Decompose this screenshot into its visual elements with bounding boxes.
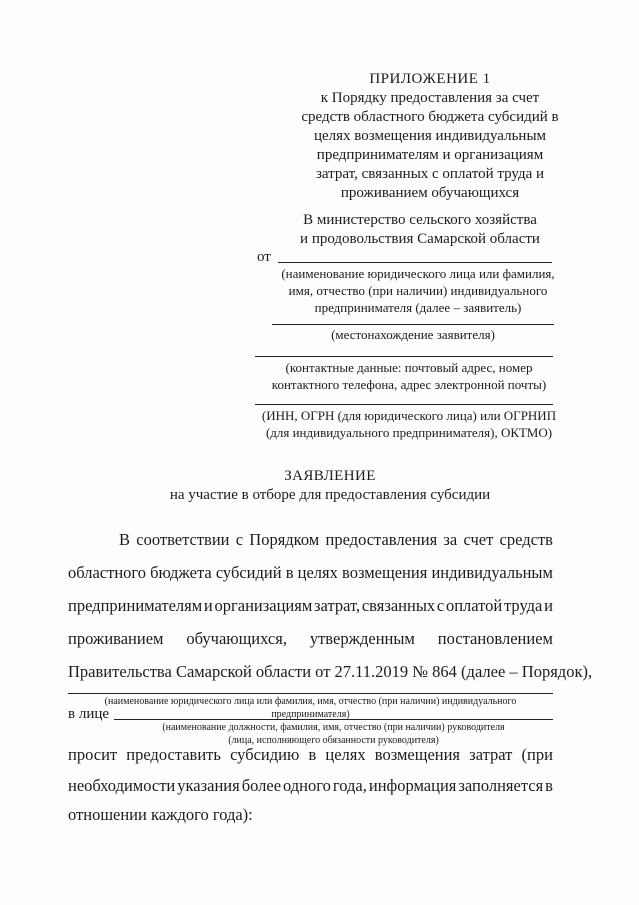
word: в	[545, 776, 553, 795]
ids-caption-2: (для индивидуального предпринимателя), ОКТМО)	[265, 425, 553, 440]
word: года,	[332, 776, 367, 795]
word: предоставить	[126, 745, 221, 764]
word: информация	[368, 776, 457, 795]
position-caption-1: (наименование должности, фамилия, имя, отчество (при наличии) руководителя	[162, 722, 505, 733]
word: более	[241, 776, 282, 795]
position-caption	[114, 721, 553, 747]
appendix-line-1: к Порядку предоставления за счет	[320, 90, 540, 106]
ids-line[interactable]	[255, 404, 553, 405]
name-caption-1: (наименование юридического лица или фамилия, имя, отчество (при наличии) индивидуального	[104, 696, 517, 707]
word: в	[308, 745, 317, 764]
location-caption: (местонахождение заявителя)	[331, 327, 495, 342]
para2-line-2	[68, 776, 553, 796]
contacts-caption	[255, 359, 563, 393]
word: субсидию	[230, 745, 300, 764]
appendix-line-4: предпринимателям и организациям	[316, 147, 544, 163]
applicant-name-line[interactable]	[278, 262, 552, 263]
word: затрат	[469, 745, 513, 764]
ids-caption	[252, 407, 566, 441]
position-caption-2: (лица, исполняющего обязанности руководителя)	[228, 735, 439, 746]
para1-line-4	[68, 629, 553, 649]
word: утвержденным	[309, 629, 415, 648]
word: Порядком	[249, 530, 320, 549]
word: заполняется	[458, 776, 544, 795]
word: за	[443, 530, 458, 549]
word: целях	[325, 745, 366, 764]
statement-title: ЗАЯВЛЕНИЕ	[284, 468, 376, 484]
word: возмещения	[374, 745, 461, 764]
word: с	[235, 530, 244, 549]
contacts-caption-1: (контактные данные: почтовый адрес, номер	[285, 360, 533, 375]
applicant-caption-2: имя, отчество (при наличии) индивидуального	[288, 283, 548, 298]
word: индивидуальным	[431, 563, 553, 582]
word: обучающихся,	[186, 629, 287, 648]
word: с	[436, 596, 445, 615]
word: субсидий	[215, 563, 282, 582]
applicant-fill-line[interactable]	[68, 693, 553, 694]
word: необходимости	[68, 776, 176, 795]
word: счет	[463, 530, 494, 549]
word: и	[203, 596, 213, 615]
word: бюджета	[150, 563, 212, 582]
word: целях	[297, 563, 338, 582]
word: областного	[68, 563, 147, 582]
word: предоставления	[325, 530, 438, 549]
word: (при	[521, 745, 553, 764]
word: оплатой	[445, 596, 503, 615]
word: просит	[68, 745, 118, 764]
word: соответствии	[136, 530, 230, 549]
word: труда	[504, 596, 543, 615]
para1-line-1	[119, 530, 553, 550]
word: проживанием	[68, 629, 164, 648]
appendix-line-5: затрат, связанных с оплатой труда и	[315, 166, 545, 182]
contacts-caption-2: контактного телефона, адрес электронной почты)	[271, 377, 547, 392]
addressee-block	[270, 211, 570, 249]
word: в	[285, 563, 294, 582]
word: В	[119, 530, 131, 549]
word: связанных	[361, 596, 436, 615]
from-label: от	[257, 249, 271, 265]
para1-line-2	[68, 563, 553, 583]
word: средств	[499, 530, 553, 549]
in-person-label: в лице	[68, 706, 110, 722]
word: организациям	[214, 596, 313, 615]
applicant-caption-1: (наименование юридического лица или фамилия,	[281, 266, 555, 281]
name-caption	[68, 695, 553, 721]
appendix-line-2: средств областного бюджета субсидий в	[301, 109, 559, 125]
addressee-line-1: В министерство сельского хозяйства	[303, 212, 537, 228]
representative-line[interactable]	[114, 719, 553, 720]
para1-line-5: Правительства Самарской области от 27.11.2019 № 864 (далее – Порядок),	[68, 662, 593, 681]
word: возмещения	[342, 563, 428, 582]
appendix-block	[300, 70, 560, 203]
para1-line-3	[68, 596, 553, 616]
word: постановлением	[437, 629, 553, 648]
statement-heading	[160, 467, 500, 505]
statement-subtitle: на участие в отборе для предоставления субсидии	[169, 487, 491, 503]
para2-line-3: отношении каждого года):	[68, 805, 253, 824]
appendix-line-6: проживанием обучающихся	[340, 185, 520, 201]
location-line[interactable]	[272, 324, 554, 325]
word: и	[544, 596, 553, 615]
appendix-line-3: целях возмещения индивидуальным	[313, 128, 547, 144]
ids-caption-1: (ИНН, ОГРН (для юридического лица) или ОГРНИП	[261, 408, 557, 423]
applicant-caption	[268, 265, 568, 316]
word: одного	[283, 776, 331, 795]
contacts-line[interactable]	[255, 356, 553, 357]
para2-line-1	[68, 745, 553, 765]
name-caption-2: предпринимателя)	[271, 709, 350, 720]
word: указания	[177, 776, 240, 795]
appendix-title: ПРИЛОЖЕНИЕ 1	[369, 71, 491, 87]
addressee-line-2: и продовольствия Самарской области	[300, 231, 540, 247]
word: затрат,	[314, 596, 361, 615]
applicant-caption-3: предпринимателя (далее – заявитель)	[314, 300, 522, 315]
word: предпринимателям	[68, 596, 203, 615]
